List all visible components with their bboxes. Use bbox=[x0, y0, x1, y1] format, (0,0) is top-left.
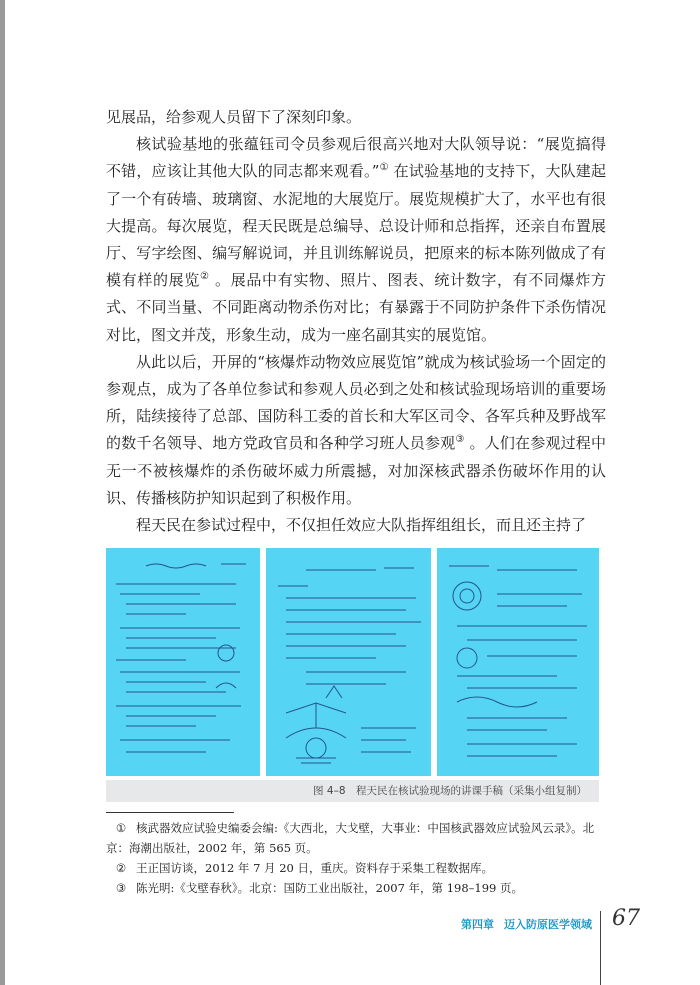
paragraph-3-part-a: 从此以后，开屏的“核爆炸动物效应展览馆”就成为核试验场一个固定的参观点，成为了各单位参试和参观人员必到之处和核试验现场培训的重要场所，陆续接待了总部、国防科工委的首长和大军区司令、各军兵种及野战军的数千名领导、地方党政官员和各种学习班人员参观 bbox=[106, 352, 606, 453]
chapter-number: 第四章 bbox=[461, 918, 494, 931]
footnote-1-text: 核武器效应试验史编委会编:《大西北，大戈壁，大事业：中国核武器效应试验风云录》。北京：海潮出版社，2002 年，第 565 页。 bbox=[106, 821, 595, 855]
footnote-2-number: ② bbox=[115, 861, 127, 875]
running-footer-chapter bbox=[420, 916, 592, 932]
handwriting-scribbles-3 bbox=[437, 548, 599, 776]
chapter-title: 迈入防原医学领域 bbox=[504, 918, 592, 931]
footnote-ref-2[interactable]: ② bbox=[199, 271, 210, 283]
manuscript-page-2-image bbox=[266, 548, 431, 776]
handwriting-scribbles-1 bbox=[106, 548, 260, 776]
paragraph-3 bbox=[106, 349, 606, 512]
footnote-3 bbox=[106, 878, 606, 898]
handwriting-scribbles-2 bbox=[266, 548, 431, 776]
paragraph-2-part-a: 核试验基地的张蕴钰司令员参观后很高兴地对大队领导说：“展览搞得不错，应该让其他大队的同志都来观看。” bbox=[106, 135, 606, 181]
paragraph-3-part-b: 。人们在参观过程中无一不被核爆炸的杀伤破坏威力所震撼，对加深核武器杀伤破坏作用的认识、传播核防护知识起到了积极作用。 bbox=[106, 434, 606, 507]
main-text bbox=[106, 104, 606, 539]
footnote-1-number: ① bbox=[115, 821, 127, 835]
footer-divider bbox=[600, 911, 601, 985]
paragraph-2-part-b: 在试验基地的支持下，大队建起了一个有砖墙、玻璃窗、水泥地的大展览厅。展览规模扩大了，水平也有很大提高。每次展览，程天民既是总编导、总设计师和总指挥，还亲自布置展厅、写字绘图、编写解说词，并且训练解说员，把原来的标本陈列做成了有模有样的展览 bbox=[106, 162, 606, 290]
footnote-2-text: 王正国访谈，2012 年 7 月 20 日，重庆。资料存于采集工程数据库。 bbox=[136, 861, 493, 875]
paragraph-2-part-c: 。展品中有实物、照片、图表、统计数字，有不同爆炸方式、不同当量、不同距离动物杀伤对比；有暴露于不同防护条件下杀伤情况对比，图文并茂，形象生动，成为一座名副其实的展览馆。 bbox=[106, 271, 606, 344]
page-number: 67 bbox=[612, 906, 640, 931]
manuscript-figure bbox=[106, 548, 599, 776]
footnote-divider bbox=[106, 812, 234, 813]
manuscript-page-1-image bbox=[106, 548, 260, 776]
footnote-ref-1[interactable]: ① bbox=[379, 162, 389, 174]
footnote-3-text: 陈光明:《戈壁春秋》。北京：国防工业出版社，2007 年，第 198–199 页。 bbox=[136, 881, 524, 895]
footnote-1 bbox=[106, 818, 606, 858]
paragraph-4: 程天民在参试过程中，不仅担任效应大队指挥组组长，而且还主持了 bbox=[136, 516, 587, 535]
footnote-ref-3[interactable]: ③ bbox=[455, 434, 465, 446]
manuscript-page-3-image bbox=[437, 548, 599, 776]
figure-caption: 图 4–8 程天民在核试验现场的讲课手稿（采集小组复制） bbox=[106, 780, 599, 802]
paragraph-1: 见展品，给参观人员留下了深刻印象。 bbox=[106, 108, 362, 126]
footnote-2 bbox=[106, 858, 606, 878]
footnote-3-number: ③ bbox=[115, 881, 127, 895]
paragraph-2 bbox=[106, 131, 606, 349]
page-binding-edge bbox=[0, 0, 5, 985]
footnotes bbox=[106, 818, 606, 898]
